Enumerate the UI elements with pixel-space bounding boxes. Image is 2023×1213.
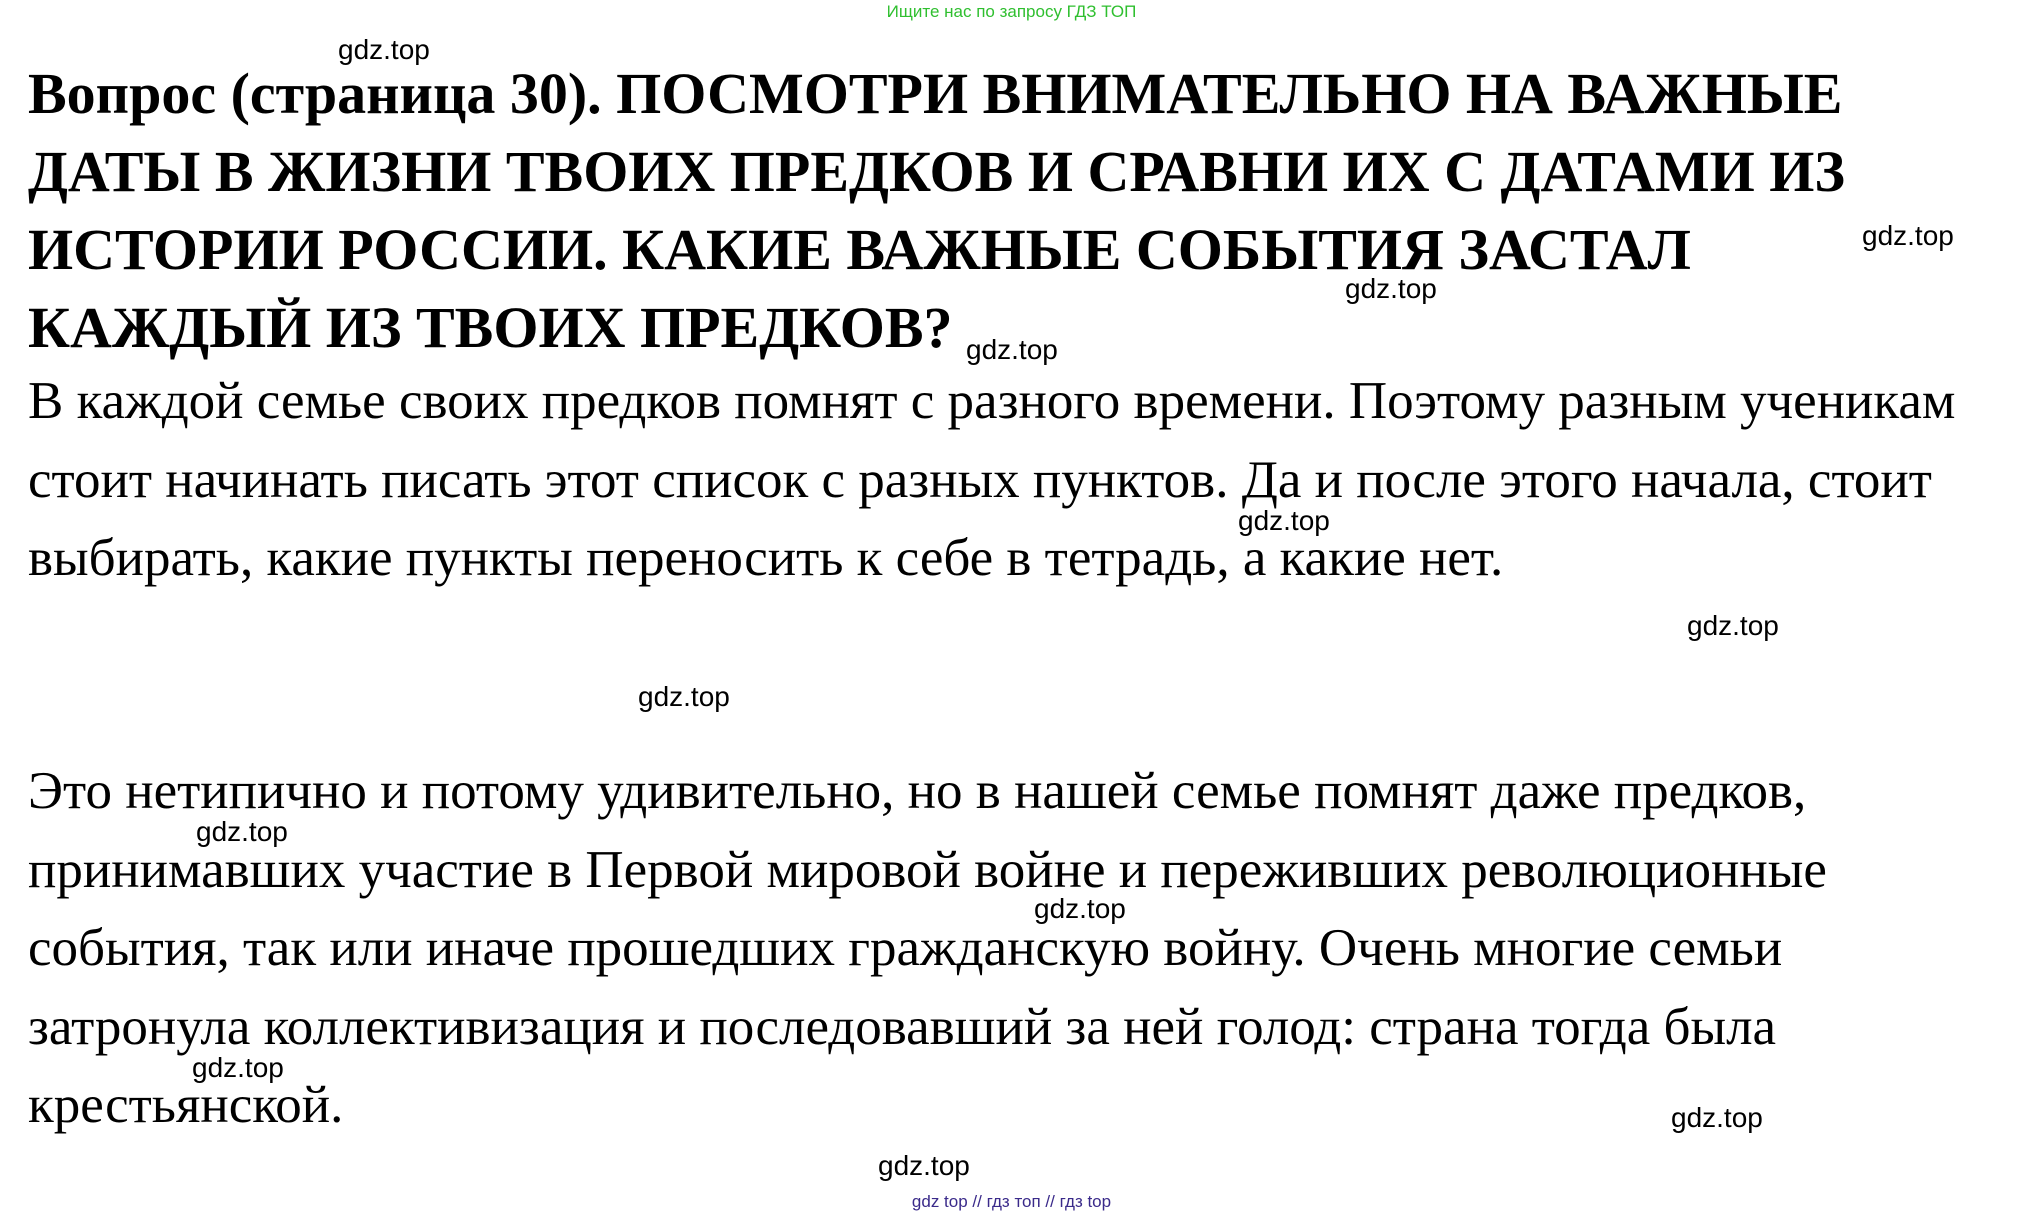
- watermark: gdz.top: [878, 1150, 970, 1181]
- top-banner[interactable]: Ищите нас по запросу ГДЗ ТОП: [886, 2, 1137, 21]
- watermark: gdz.top: [1862, 220, 1954, 251]
- footer-links[interactable]: gdz top // гдз топ // гдз top: [911, 1192, 1112, 1211]
- watermark: gdz.top: [192, 1052, 284, 1083]
- watermark: gdz.top: [1687, 610, 1779, 641]
- question-heading: Вопрос (страница 30). ПОСМОТРИ ВНИМАТЕЛЬНО НА ВАЖНЫЕ ДАТЫ В ЖИЗНИ ТВОИХ ПРЕДКОВ И СРАВНИ ИХ С ДАТАМИ ИЗ ИСТОРИИ РОССИИ. КАКИЕ ВАЖНЫЕ СОБЫТИЯ ЗАСТАЛ КАЖДЫЙ ИЗ ТВОИХ ПРЕДКОВ?: [28, 61, 1846, 360]
- watermark: gdz.top: [1345, 273, 1437, 304]
- answer-paragraph-1: В каждой семье своих предков помнят с разного времени. Поэтому разным ученикам стоит начинать писать этот список с разных пунктов. Да и после этого начала, стоит выбирать, какие пункты переносить к себе в тетрадь, а какие нет.: [28, 372, 1956, 587]
- watermark: gdz.top: [1671, 1102, 1763, 1133]
- watermark: gdz.top: [196, 816, 288, 847]
- watermark: gdz.top: [1238, 505, 1330, 536]
- watermark: gdz.top: [966, 334, 1058, 365]
- watermark: gdz.top: [638, 681, 730, 712]
- answer-paragraph-2: Это нетипично и потому удивительно, но в нашей семье помнят даже предков, принимавших участие в Первой мировой войне и переживших революционные события, так или иначе прошедших гражданскую войну. Очень многие семьи затронула коллективизация и последовавший за ней голод: страна тогда была крестьянской.: [28, 762, 1827, 1134]
- watermark: gdz.top: [1034, 893, 1126, 924]
- watermark: gdz.top: [338, 34, 430, 65]
